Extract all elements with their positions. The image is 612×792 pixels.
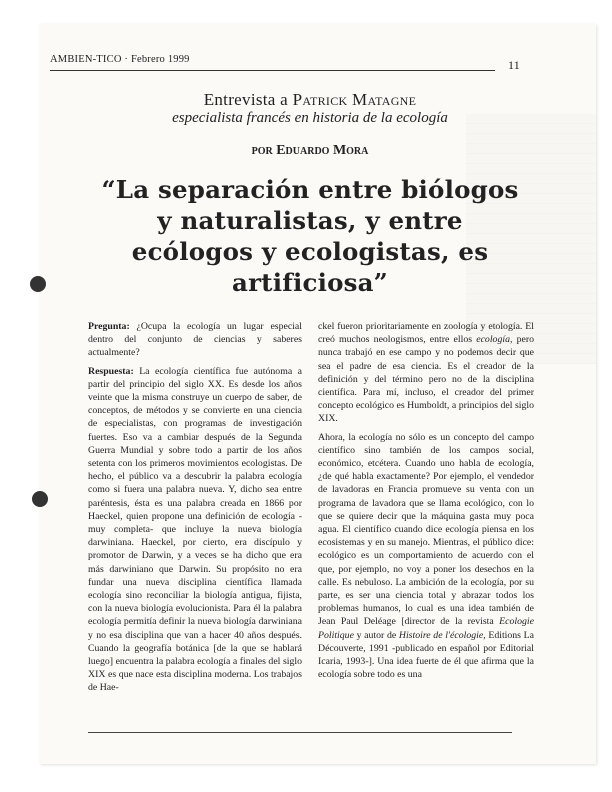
page-number: 11: [508, 58, 520, 72]
question-label: Pregunta:: [88, 321, 130, 332]
journal-title: Ecologie Politique: [318, 616, 534, 641]
punch-hole-top: [30, 276, 46, 292]
headline-line-4: artificiosa”: [232, 268, 388, 297]
question-text: ¿Ocupa la ecología un lugar especial dentro del conjunto de ciencias y saberes actualmente?: [88, 321, 302, 359]
question-paragraph: [88, 320, 302, 360]
punch-hole-bottom: [32, 491, 48, 507]
body-column-left: [88, 320, 302, 700]
answer-paragraph: [88, 365, 302, 695]
answer-paragraph-2: [318, 431, 534, 682]
interviewee-name: Patrick Matagne: [292, 90, 417, 109]
publication-date: AMBIEN-TICO · Febrero 1999: [50, 54, 190, 65]
answer-label: Respuesta:: [88, 365, 134, 377]
paragraph-text: , Editions La Découverte, 1991 -publicado en español por Editorial Icaria, 1993-]. Una idea fuerte de él que afirma que la ecología sobre todo es una: [318, 629, 534, 681]
paragraph-text: Ahora, la ecología no sólo es un concepto del campo científico sino también de los campos social, económico, etcétera. Cuando uno habla de ecología, ¿de qué habla exactamente? Por ejemplo, el vendedor de lavadoras en Francia promueve su venta con un programa de lavadora que se llama ecológico, con lo que se quiere decir que la máquina gasta muy poca agua. El científico cuando dice ecología piensa en los ecosistemas y en su manejo. Mientras, el público dice: ecológico es un comportamiento de acuerdo con el que, por ejemplo, no voy a poner los desechos en la calle. Es nebuloso. La ambición de la ecología, por su parte, es ser una ciencia total y abrazar todos los problemas humanos, lo cual es una idea también de Jean Paul Deléage [director de la revista: [318, 431, 534, 628]
headline-line-3: ecólogos y ecologistas, es: [131, 237, 489, 266]
byline-author: Eduardo Mora: [276, 143, 369, 158]
interview-prefix: Entrevista a: [203, 90, 289, 109]
header-rule: [50, 70, 495, 71]
headline-line-1: “La separación entre biólogos: [101, 175, 519, 204]
running-head: [50, 54, 520, 70]
emphasis-term: ecología,: [476, 334, 513, 346]
interviewee-description: especialista francés en historia de la ecología: [172, 110, 448, 126]
paragraph-text: y autor de: [353, 629, 399, 641]
byline-prefix: por: [251, 143, 273, 158]
answer-text: La ecología científica fue autónoma a partir del principio del siglo XX. Es desde los años veinte que la misma construye un cuerpo de saber, de conceptos, de métodos y se convierte en una ciencia de especialistas, con programas de investigación fuertes. Eso va a cambiar después de la Segunda Guerra Mundial y sobre todo a partir de los años setenta con los primeros movimientos ecologistas. De hecho, el público va a descubrir la palabra ecología como si fuera una palabra nueva. Y, dicho sea entre paréntesis, ésta es una palabra creada en 1866 por Haeckel, quien propone una definición de ecología -muy completa- que incluye la nueva biología darwiniana. Haeckel, por cierto, era discípulo y promotor de Darwin, y a veces se ha dicho que era más darwiniano que Darwin. Su propósito no era fundar una nueva disciplina científica llamada ecología sino reconciliar la biología antigua, fijista, con la nueva biología evolucionista. Para él la palabra ecología permitía definir la nueva biología darwiniana y no esa disciplina que van a hacer 40 años después. Cuando la geografía botánica [de la que se hablará luego] encuentra la palabra ecología a finales del siglo XIX es que nace esta disciplina moderna. Los trabajos de Hae-: [88, 365, 302, 694]
byline: [60, 143, 560, 159]
footer-rule: [88, 732, 512, 733]
paragraph-text: ckel fueron prioritariamente en zoología y etología. El creó muchos neologismos, entre ellos: [318, 321, 534, 346]
body-column-right: [318, 320, 534, 686]
book-title: Histoire de l'écologie: [398, 629, 484, 641]
headline-line-2: y naturalistas, y entre: [157, 206, 463, 235]
interview-subject: [60, 90, 560, 110]
answer-continuation: [318, 320, 534, 426]
headline: [70, 174, 550, 298]
paragraph-text: pero nunca trabajó en ese campo y no podemos decir que sea el padre de esa ciencia. Es el creador de la definición y del término pero no de la disciplina científica. Para mí, incluso, el creador del primer concepto ecológico es Humboldt, a principios del siglo XIX.: [318, 334, 534, 425]
